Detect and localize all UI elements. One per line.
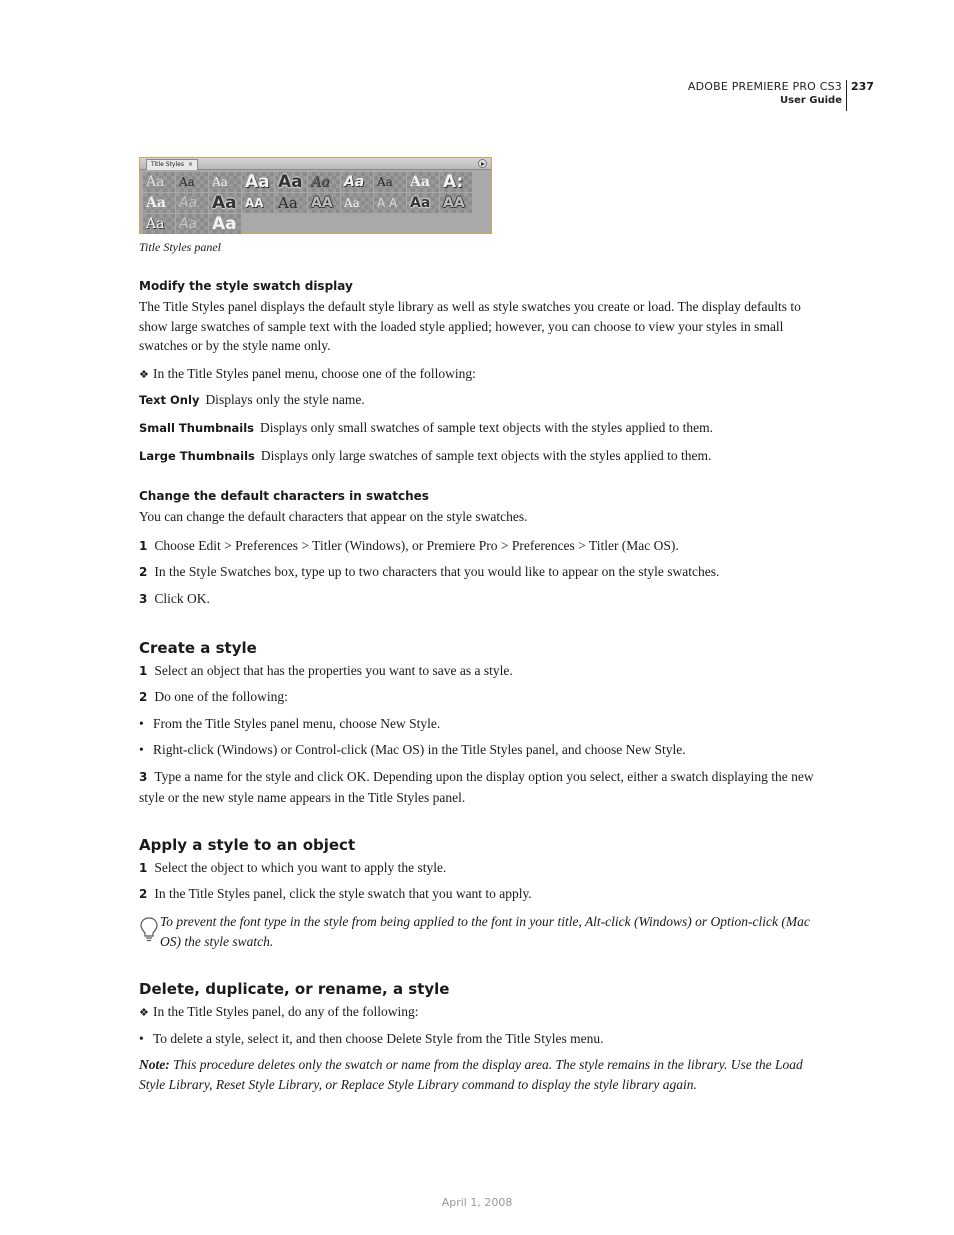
- bullet-item: [139, 1029, 819, 1049]
- bullet-dot: •: [139, 1031, 144, 1046]
- step-text: Select an object that has the properties you want to save as a style.: [154, 663, 513, 678]
- style-swatch[interactable]: A A: [374, 193, 406, 213]
- step-number: 1: [139, 664, 148, 678]
- style-swatch[interactable]: AA: [242, 193, 274, 213]
- style-swatch[interactable]: Aa: [275, 193, 307, 213]
- step-text: In the Title Styles panel menu, choose one of the following:: [153, 366, 476, 381]
- figure-caption: Title Styles panel: [139, 240, 221, 254]
- bullet-dot: •: [139, 742, 144, 757]
- close-icon[interactable]: ×: [187, 161, 193, 168]
- bullet-text: From the Title Styles panel menu, choose New Style.: [153, 716, 441, 731]
- heading-modify-swatch-display: Modify the style swatch display: [139, 279, 353, 293]
- step-text: In the Title Styles panel, click the style swatch that you want to apply.: [154, 886, 532, 901]
- note-label: Note:: [139, 1057, 170, 1072]
- bullet-item: [139, 714, 819, 734]
- heading-create-style: Create a style: [139, 639, 257, 657]
- step-1: [139, 661, 819, 682]
- panel-tab-label: Title Styles: [151, 161, 184, 168]
- step-3: [139, 589, 819, 610]
- style-swatch[interactable]: Aa: [407, 193, 439, 213]
- step-number: 3: [139, 770, 148, 784]
- style-swatch[interactable]: Aa: [242, 172, 274, 192]
- step-text: Choose Edit > Preferences > Titler (Windows), or Premiere Pro > Preferences > Titler (Mac OS).: [154, 538, 679, 553]
- heading-apply-style: Apply a style to an object: [139, 836, 356, 854]
- option-term: Large Thumbnails: [139, 449, 255, 463]
- paragraph-change-intro: You can change the default characters that appear on the style swatches.: [139, 509, 528, 524]
- bullet-text: To delete a style, select it, and then choose Delete Style from the Title Styles menu.: [153, 1031, 604, 1046]
- panel-menu-icon[interactable]: [478, 159, 487, 168]
- style-swatch[interactable]: Aa: [209, 214, 241, 234]
- step-2: [139, 687, 819, 708]
- style-swatch[interactable]: Aa: [176, 172, 208, 192]
- page-number: 237: [851, 80, 874, 93]
- diamond-bullet-icon: ❖: [139, 369, 149, 381]
- option-desc: Displays only small swatches of sample text objects with the styles applied to them.: [260, 420, 713, 435]
- step-number: 2: [139, 887, 148, 901]
- header-divider: [846, 80, 847, 111]
- step-number: 2: [139, 690, 148, 704]
- step-3: [139, 767, 819, 807]
- step-1: [139, 858, 819, 879]
- panel-tab-title-styles[interactable]: [146, 159, 198, 170]
- paragraph-modify-intro: The Title Styles panel displays the default style library as well as style swatches you create or load. The display defaults to show large swatches of sample text with the loaded style applied; however, you can choose to view your styles in small swatches or by the style name only.: [139, 299, 801, 353]
- panel-title-bar: [140, 158, 491, 170]
- style-swatch[interactable]: A:: [440, 172, 472, 192]
- option-small-thumbnails: [139, 418, 819, 439]
- header-product: ADOBE PREMIERE PRO CS3: [687, 80, 842, 93]
- style-swatch[interactable]: AA: [440, 193, 472, 213]
- style-swatch[interactable]: Aa: [209, 193, 241, 213]
- style-swatch[interactable]: Aa: [374, 172, 406, 192]
- heading-change-default-characters: Change the default characters in swatches: [139, 489, 429, 503]
- option-term: Small Thumbnails: [139, 421, 255, 435]
- step-choose-option: [139, 364, 819, 386]
- option-desc: Displays only large swatches of sample text objects with the styles applied to them.: [260, 448, 712, 463]
- step-text: In the Style Swatches box, type up to two characters that you would like to appear on the style swatches.: [154, 564, 720, 579]
- style-swatch[interactable]: Aa: [176, 193, 208, 213]
- title-styles-panel: [139, 157, 492, 234]
- diamond-bullet-icon: ❖: [139, 1007, 149, 1019]
- running-header: [688, 80, 842, 108]
- style-swatch[interactable]: Aa: [143, 214, 175, 234]
- option-term: Text Only: [139, 393, 200, 407]
- tip-text: To prevent the font type in the style from being applied to the font in your title, Alt-click (Windows) or Option-click (Mac OS) the style swatch.: [160, 914, 810, 949]
- step-text: Do one of the following:: [154, 689, 288, 704]
- style-swatch[interactable]: Aa: [407, 172, 439, 192]
- style-swatch[interactable]: Aa: [176, 214, 208, 234]
- style-swatch[interactable]: Aa: [308, 172, 340, 192]
- bullet-dot: •: [139, 716, 144, 731]
- heading-delete-style: Delete, duplicate, or rename, a style: [139, 980, 450, 998]
- style-swatch[interactable]: Aa: [275, 172, 307, 192]
- step-number: 1: [139, 539, 148, 553]
- style-swatch-grid: [143, 172, 472, 234]
- option-large-thumbnails: [139, 446, 819, 467]
- style-swatch[interactable]: Aa: [341, 193, 373, 213]
- step-text: Click OK.: [154, 591, 210, 606]
- note-text: This procedure deletes only the swatch or name from the display area. The style remains in the library. Use the Load Style Library, Reset Style Library, or Replace Style Library command to display the style library again.: [139, 1057, 803, 1092]
- step-2: [139, 884, 819, 905]
- step-any-of-following: [139, 1002, 819, 1024]
- bullet-item: [139, 740, 819, 760]
- step-number: 2: [139, 565, 148, 579]
- step-2: [139, 562, 819, 583]
- step-1: [139, 536, 819, 557]
- step-number: 1: [139, 861, 148, 875]
- header-guide: User Guide: [780, 95, 842, 106]
- footer-date: April 1, 2008: [441, 1196, 513, 1209]
- style-swatch[interactable]: Aa: [209, 172, 241, 192]
- note-paragraph: [139, 1055, 819, 1095]
- style-swatch[interactable]: AA: [308, 193, 340, 213]
- step-number: 3: [139, 592, 148, 606]
- style-swatch[interactable]: Aa: [341, 172, 373, 192]
- step-text: Type a name for the style and click OK. Depending upon the display option you select, either a swatch displaying the new style or the new style name appears in the Title Styles panel.: [139, 769, 814, 805]
- step-text: In the Title Styles panel, do any of the following:: [153, 1004, 419, 1019]
- step-text: Select the object to which you want to apply the style.: [154, 860, 447, 875]
- option-desc: Displays only the style name.: [205, 392, 365, 407]
- lightbulb-icon: [139, 916, 159, 944]
- style-swatch[interactable]: Aa: [143, 193, 175, 213]
- bullet-text: Right-click (Windows) or Control-click (Mac OS) in the Title Styles panel, and choose New Style.: [153, 742, 686, 757]
- option-text-only: [139, 390, 819, 411]
- style-swatch[interactable]: Aa: [143, 172, 175, 192]
